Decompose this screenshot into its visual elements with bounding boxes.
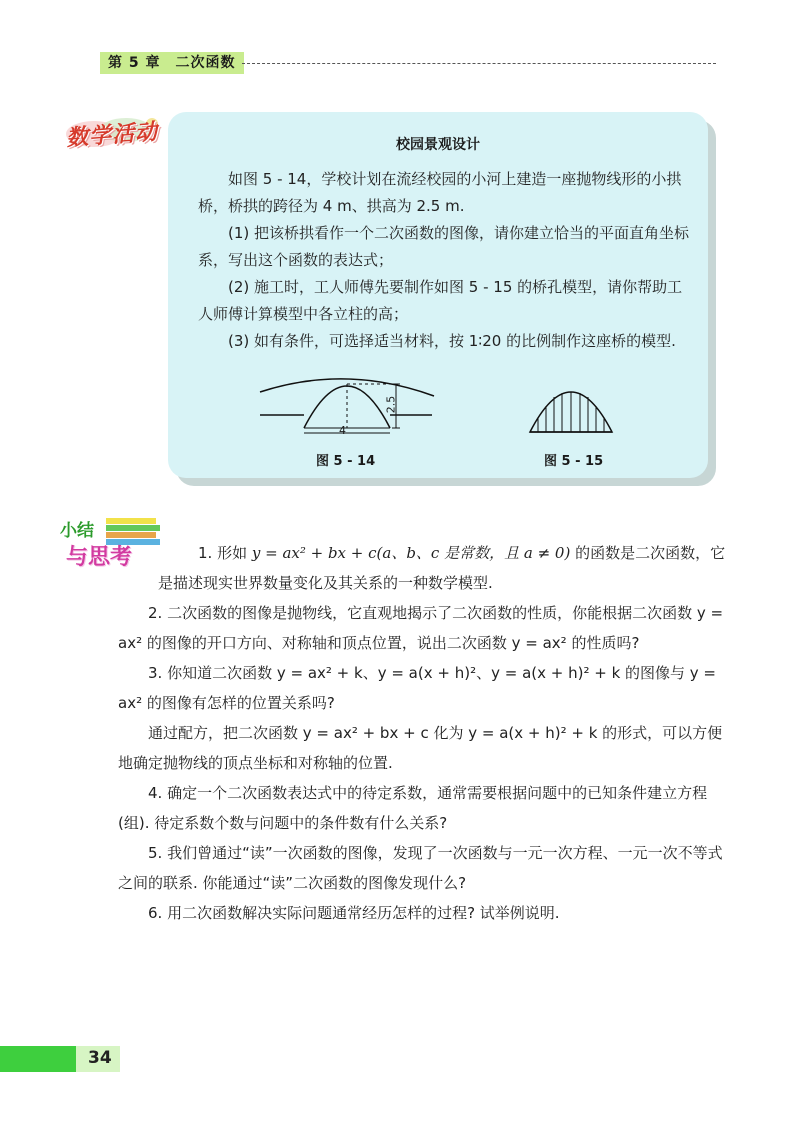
activity-intro: 如图 5 - 14，学校计划在流经校园的小河上建造一座抛物线形的小拱桥，桥拱的跨径为 4 m、拱高为 2.5 m. [198,170,682,215]
summary-item-3: 3. 你知道二次函数 y = ax² + k、y = a(x + h)²、y = a(x + h)² + k 的图像与 y = ax² 的图像有怎样的位置关系吗? [118,664,717,712]
chapter-header [100,52,716,78]
summary-badge-bottom: 与思考 [66,545,133,570]
summary-item-2: 2. 二次函数的图像是抛物线，它直观地揭示了二次函数的性质，你能根据二次函数 y = ax² 的图像的开口方向、对称轴和顶点位置，说出二次函数 y = ax² 的性质吗? [118,604,724,652]
summary-item-5: 5. 我们曾通过“读”一次函数的图像，发现了一次函数与一元一次方程、一元一次不等式之间的联系. 你能通过“读”二次函数的图像发现什么? [118,844,723,892]
badge-label: 数学活动 [65,119,159,152]
summary-badge [60,516,170,574]
figure-5-14-span-label: 4 [339,424,346,437]
page-number: 34 [88,1048,112,1068]
activity-question-2: (2) 施工时，工人师傅先要制作如图 5 - 15 的桥孔模型，请你帮助工人师傅计算模型中各立柱的高； [198,278,683,323]
activity-title: 校园景观设计 [396,137,480,153]
summary-body [118,538,728,928]
summary-item-1-formula: y = ax² + bx + c(a、b、c 是常数，且 a ≠ 0) [251,544,571,562]
activity-question-1: (1) 把该桥拱看作一个二次函数的图像，请你建立恰当的平面直角坐标系，写出这个函数的表达式； [198,224,690,269]
activity-body [198,166,690,355]
header-dashed-rule [242,63,716,64]
figure-5-15-caption: 图 5 - 15 [544,454,604,469]
math-activity-badge [64,112,164,152]
summary-item-6: 6. 用二次函数解决实际问题通常经历怎样的过程? 试举例说明. [148,904,560,922]
activity-box [168,112,708,478]
page-color-bar [0,1046,76,1072]
chapter-title: 第 5 章 二次函数 [100,52,244,74]
figure-5-14-caption: 图 5 - 14 [316,454,376,469]
figure-5-15-arch-model [526,380,616,436]
summary-item-4: 4. 确定一个二次函数表达式中的待定系数，通常需要根据问题中的已知条件建立方程(组). 待定系数个数与问题中的条件数有什么关系? [118,784,708,832]
figure-5-14-bridge-diagram [256,370,446,440]
summary-item-3-note: 通过配方，把二次函数 y = ax² + bx + c 化为 y = a(x + h)² + k 的形式，可以方便地确定抛物线的顶点坐标和对称轴的位置. [118,724,723,772]
summary-badge-top: 小结 [60,521,94,541]
activity-question-3: (3) 如有条件，可选择适当材料，按 1∶20 的比例制作这座桥的模型. [228,332,676,350]
figure-5-14-height-label: 2.5 [384,395,398,414]
summary-item-1: 1. 形如 y = ax² + bx + c(a、b、c 是常数，且 a ≠ 0) 的函数是二次函数，它是描述现实世界数量变化及其关系的一种数学模型. [158,544,726,592]
